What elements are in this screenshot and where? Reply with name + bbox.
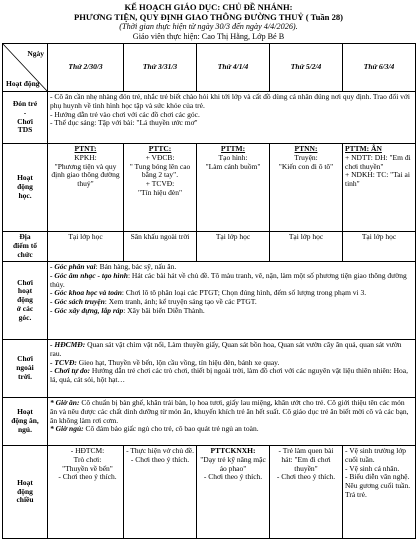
learning-mon: PTNT: KPKH: "Phương tiện và quy định giao thông đường thuỷ" (48, 144, 124, 232)
row-label-corner-play: Chơi hoạt động ở các góc. (3, 262, 48, 340)
day-header-wed: Thứ 4/1/4 (197, 44, 270, 92)
location-wed: Tại lớp học (197, 232, 270, 262)
row-label-learning: Hoạt động học. (3, 144, 48, 232)
learning-thu: PTNN: Truyện: "Kiến con đi ô tô" (270, 144, 343, 232)
row-label-eat-sleep: Hoạt động ăn, ngủ. (3, 398, 48, 446)
plan-title: KẾ HOẠCH GIÁO DỤC: CHỦ ĐỀ NHÁNH: (124, 2, 293, 12)
corner-science-math: - Góc khoa học và toán: Chơi lô tô phân loại các PTGT; Chọn đúng hình, đếm số lượng trong phạm vi 3. (50, 288, 367, 298)
corner-building: - Góc xây dựng, lắp ráp: Xây bãi biển Diễn Thành. (50, 305, 205, 315)
row-label-location: Địa điểm tổ chức (3, 232, 48, 262)
afternoon-mon: - HĐTCM: Trò chơi: "Thuyền về bến" - Chơi theo ý thích. (86, 446, 124, 539)
row-outdoor-play (3, 340, 416, 398)
corner-roleplay: - Góc phân vai: Bán hàng, bác sỹ, nấu ăn. (50, 262, 177, 271)
row-eat-sleep (3, 398, 416, 446)
row-morning-reception (3, 92, 416, 144)
row-label-outdoor: Chơi ngoài trời. (3, 340, 48, 398)
corner-cell (3, 44, 48, 92)
row-location (3, 232, 416, 262)
row-label-afternoon: Hoạt động chiều (3, 446, 48, 539)
day-header-thu: Thứ 5/2/4 (270, 44, 343, 92)
meal-time: * Giờ ăn: Cô chuẩn bị bàn ghế, khăn trải bàn, lọ hoa tươi, giấy lau miệng, khăn ướt cho trẻ. Cô giới thiệu tên các món ăn và nêu được các chất dinh dưỡng từ món ăn, khuyến khích trẻ ăn hết suất. Cô giáo dục trẻ ăn biết mời cô và các bạn, ăn không làm rơi cơm. (50, 398, 409, 425)
outdoor-free-play: - Chơi tự do: Hướng dẫn trẻ chơi các trò chơi, thiết bị ngoài trời, làm đồ chơi với các nguyên vật liệu thiên nhiên: Hoa, lá, quả, cát sỏi, hột hạt… (50, 366, 408, 385)
location-thu: Tại lớp học (270, 232, 343, 262)
location-tue: Sân khấu ngoài trời (124, 232, 197, 262)
location-fri: Tại lớp học (343, 232, 416, 262)
corner-play-content (48, 262, 416, 340)
afternoon-fri: - Vệ sinh trường lớp cuối tuần. - Vệ sinh cá nhân. - Biểu diễn văn nghệ. Nêu gương cuối tuần. Trả trẻ. (343, 446, 416, 539)
plan-subtitle: PHƯƠNG TIỆN, QUY ĐỊNH GIAO THÔNG ĐƯỜNG THUỶ ( Tuần 28) (73, 12, 344, 22)
row-learning-activity (3, 144, 416, 232)
afternoon-wed: PTTCKNXH: "Dạy trẻ kỹ năng mặc áo phao" - Chơi theo ý thích. (197, 446, 270, 539)
outdoor-games: - TCVĐ: Gieo hạt, Thuyền về bến, lộn cầu vồng, tín hiệu đèn, bánh xe quay. (50, 357, 280, 367)
day-header-mon: Thứ 2/30/3 (48, 44, 124, 92)
learning-fri: PTTM: ÂN + NDTT: DH: "Em đi chơi thuyền" + NDKH: TC: "Tai ai tinh" (343, 144, 416, 232)
eat-sleep-content (48, 398, 416, 446)
day-header-fri: Thứ 6/3/4 (343, 44, 416, 92)
plan-period: (Thời gian thực hiện từ ngày 30/3 đến ngày 4/4/2026). (119, 22, 298, 31)
learning-wed: PTTM: Tạo hình: "Làm cánh buồm" (197, 144, 270, 232)
corner-books: - Góc sách truyện: Xem tranh, ảnh; kể truyện sáng tạo về các PTGT. (50, 297, 257, 307)
day-header-tue: Thứ 3/31/3 (124, 44, 197, 92)
outdoor-content (48, 340, 416, 398)
nap-time: * Giờ ngủ: Cô đảm bảo giấc ngủ cho trẻ, cô bao quát trẻ ngủ an toàn. (50, 424, 259, 434)
afternoon-thu: - Trẻ làm quen bài hát: "Em đi chơi thuyền" - Chơi theo ý thích. (270, 446, 343, 539)
reception-content: - Cô ân cần nhẹ nhàng đón trẻ, nhắc trẻ biết chào hỏi khi tới lớp và cất đồ dùng cá nhân đúng nơi quy định. Trao đổi với phụ huynh về tình hình học tập và sức khỏe của trẻ. - Hướng dẫn trẻ vào chơi với các đồ chơi các góc. - Thể dục sáng: Tập với bài: "Lá thuyền ước mơ" (48, 92, 416, 144)
outdoor-observation: - HĐCMĐ: Quan sát vật chìm vật nổi, Làm thuyền giấy, Quan sát bồn hoa, Quan sát vườn cây ăn quả, quan sát vườn rau. (50, 340, 402, 358)
row-corner-play (3, 262, 416, 340)
learning-tue: PTTC: + VĐCB: " Tung bóng lên cao bằng 2 tay". + TCVĐ: "Tín hiệu đèn" (124, 144, 197, 232)
corner-music-art: - Góc âm nhạc - tạo hình: Hát các bài hát về chủ đề. Tô màu tranh, vẽ, nặn, làm một số phương tiện giao thông đường thủy. (50, 270, 407, 289)
plan-teacher: Giáo viên thực hiện: Cao Thị Hằng, Lớp Bé B (132, 32, 285, 41)
afternoon-tue: - Thực hiện vở chủ đề. - Chơi theo ý thích. (124, 446, 197, 539)
location-mon: Tại lớp học (48, 232, 124, 262)
row-afternoon (3, 446, 416, 539)
days-header-row (3, 44, 416, 92)
row-label-reception: Đón trẻ - Chơi TDS (3, 92, 48, 144)
weekly-plan-table (2, 43, 416, 539)
corner-day-label: Ngày (27, 49, 44, 58)
corner-activity-label: Hoạt động (6, 79, 40, 88)
